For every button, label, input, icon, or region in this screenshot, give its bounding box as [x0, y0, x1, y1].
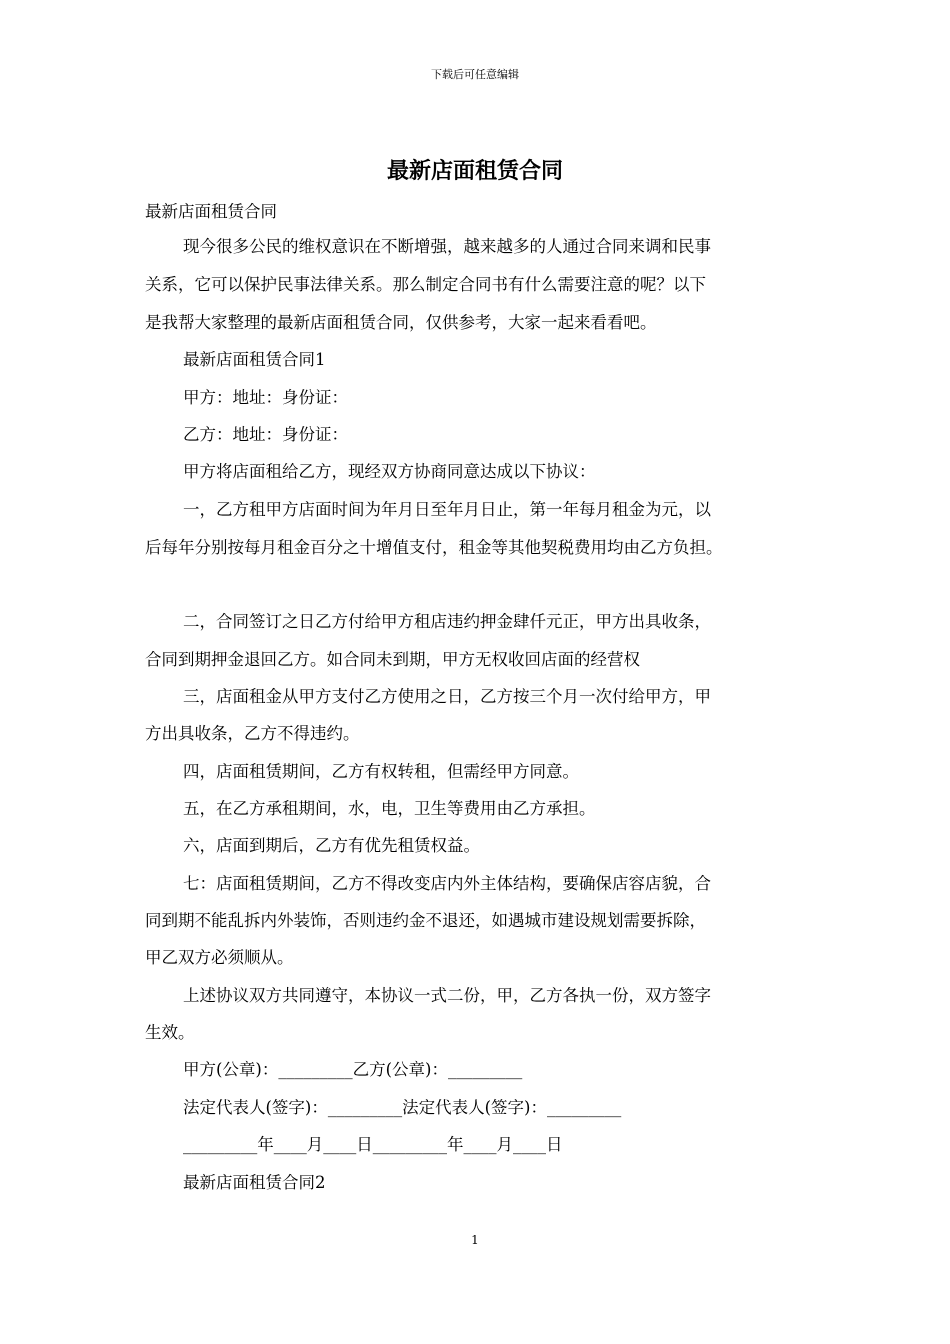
intro-line-2: 关系，它可以保护民事法律关系。那么制定合同书有什么需要注意的呢？以下 — [145, 275, 706, 294]
clause-1-line-1: 一，乙方租甲方店面时间为年月日至年月日止，第一年每月租金为元，以 — [183, 500, 711, 519]
clause-2-line-1: 二，合同签订之日乙方付给甲方租店违约押金肆仟元正，甲方出具收条， — [183, 612, 711, 631]
contract-heading-2: 最新店面租赁合同2 — [183, 1173, 326, 1192]
clause-7-line-2: 同到期不能乱拆内外装饰，否则违约金不退还，如遇城市建设规划需要拆除， — [145, 911, 706, 930]
page-number: 1 — [471, 1233, 479, 1247]
document-title: 最新店面租赁合同 — [386, 158, 563, 184]
seal-line: 甲方(公章)：_________乙方(公章)：_________ — [183, 1060, 523, 1079]
subtitle-line: 最新店面租赁合同 — [145, 202, 277, 221]
clause-7-line-3: 甲乙双方必须顺从。 — [145, 948, 294, 967]
clause-3-line-2: 方出具收条，乙方不得违约。 — [145, 724, 360, 743]
page-header: 下载后可任意编辑 — [431, 68, 519, 81]
intro-line-1: 现今很多公民的维权意识在不断增强，越来越多的人通过合同来调和民事 — [183, 237, 711, 256]
clause-2-line-2: 合同到期押金退回乙方。如合同未到期，甲方无权收回店面的经营权 — [145, 650, 640, 669]
signature-line: 法定代表人(签字)：_________法定代表人(签字)：_________ — [183, 1098, 622, 1117]
contract-heading-1: 最新店面租赁合同1 — [183, 350, 326, 369]
closing-line-2: 生效。 — [145, 1023, 195, 1042]
clause-4: 四，店面租赁期间，乙方有权转租，但需经甲方同意。 — [183, 762, 579, 781]
clause-3-line-1: 三，店面租金从甲方支付乙方使用之日，乙方按三个月一次付给甲方，甲 — [183, 687, 711, 706]
closing-line-1: 上述协议双方共同遵守，本协议一式二份，甲，乙方各执一份，双方签字 — [183, 986, 711, 1005]
agreement-intro: 甲方将店面租给乙方，现经双方协商同意达成以下协议： — [183, 462, 596, 481]
intro-line-3: 是我帮大家整理的最新店面租赁合同，仅供参考，大家一起来看看吧。 — [145, 313, 657, 332]
clause-7-line-1: 七：店面租赁期间，乙方不得改变店内外主体结构，要确保店容店貌，合 — [183, 874, 711, 893]
date-line: _________年____月____日_________年____月____日 — [183, 1135, 563, 1154]
clause-1-line-2: 后每年分别按每月租金百分之十增值支付，租金等其他契税费用均由乙方负担。 — [145, 538, 723, 557]
party-b-line: 乙方：地址：身份证： — [183, 425, 348, 444]
party-a-line: 甲方：地址：身份证： — [183, 388, 348, 407]
clause-6: 六，店面到期后，乙方有优先租赁权益。 — [183, 836, 480, 855]
clause-5: 五，在乙方承租期间，水，电，卫生等费用由乙方承担。 — [183, 799, 596, 818]
